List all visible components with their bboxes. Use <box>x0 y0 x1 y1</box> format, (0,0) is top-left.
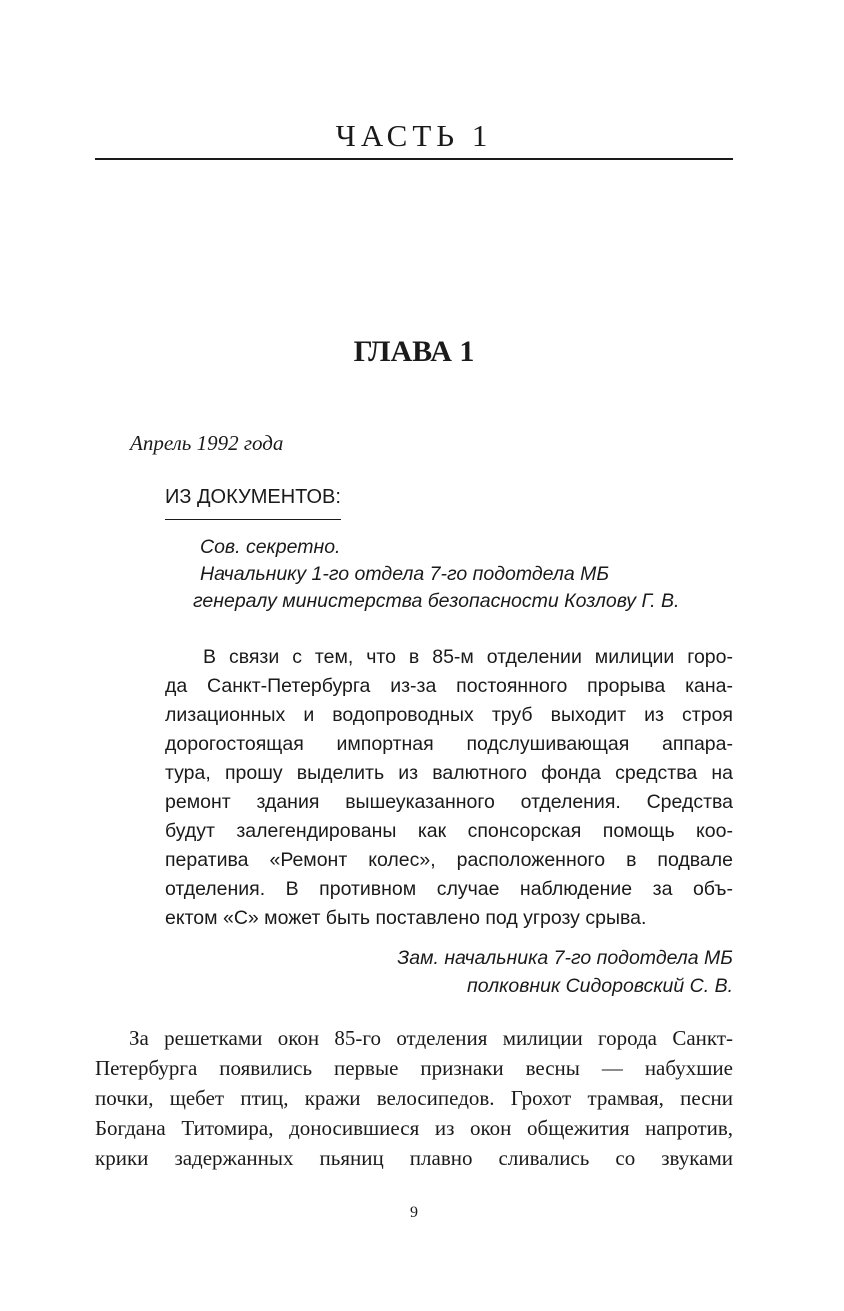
memo-line: тура, прошу выделить из валютного фонда средства на <box>165 762 733 784</box>
memo-line: ремонт здания вышеуказанного отделения. Средства <box>165 791 733 813</box>
narrative-line: почки, щебет птиц, кражи велосипедов. Грохот трамвая, песни <box>95 1086 733 1110</box>
memo-line: да Санкт-Петербурга из-за постоянного прорыва кана- <box>165 675 733 697</box>
narrative-line: крики задержанных пьяниц плавно сливались со звуками <box>95 1146 733 1170</box>
narrative-line: Богдана Титомира, доносившиеся из окон общежития напротив, <box>95 1116 733 1140</box>
document-addressee: Начальнику 1-го отдела 7-го подотдела МБ <box>200 563 610 585</box>
memo-line: лизационных и водопроводных труб выходит из строя <box>165 704 733 726</box>
chapter-title: ГЛАВА 1 <box>353 335 475 368</box>
memo-line: ектом «С» может быть поставлено под угрозу срыва. <box>165 907 647 929</box>
narrative-line: За решетками окон 85-го отделения милиции города Санкт- <box>129 1026 733 1050</box>
memo-line: В связи с тем, что в 85-м отделении милиции горо- <box>203 646 733 668</box>
signature-name: полковник Сидоровский С. В. <box>467 975 733 997</box>
memo-line: дорогостоящая импортная подслушивающая аппара- <box>165 733 733 755</box>
narrative-line: Петербурга появились первые признаки весны — набухшие <box>95 1056 733 1080</box>
document-classification: Сов. секретно. <box>200 536 341 558</box>
part-title-rule <box>95 158 733 160</box>
documents-heading: ИЗ ДОКУМЕНТОВ: <box>165 484 341 520</box>
memo-line: будут залегендированы как спонсорская помощь коо- <box>165 820 733 842</box>
chapter-dateline: Апрель 1992 года <box>130 431 284 455</box>
signature-position: Зам. начальника 7-го подотдела МБ <box>397 947 733 969</box>
memo-line: отделения. В противном случае наблюдение за объ- <box>165 878 733 900</box>
memo-line: ператива «Ремонт колес», расположенного в подвале <box>165 849 733 871</box>
part-title: ЧАСТЬ 1 <box>335 118 493 153</box>
page-number: 9 <box>410 1204 418 1221</box>
document-addressee-name: генералу министерства безопасности Козлову Г. В. <box>193 590 680 612</box>
